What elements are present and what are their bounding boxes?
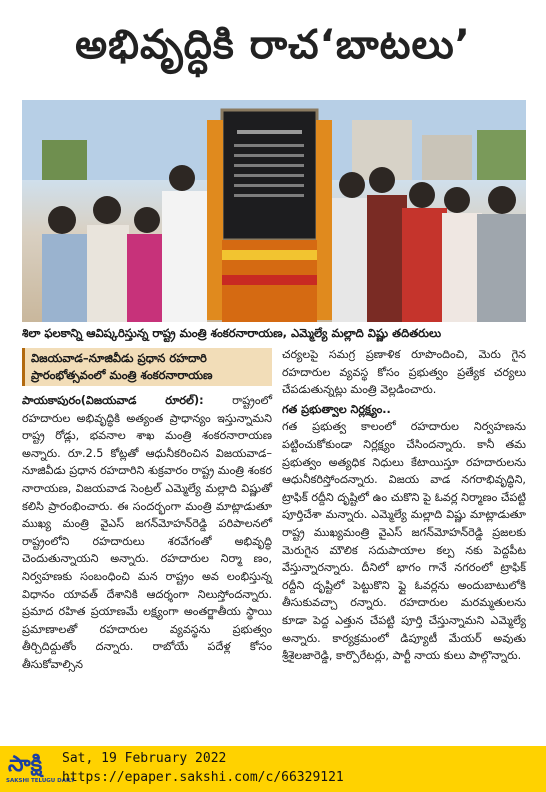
headline: అభివృద్ధికి రాచ‘బాటలు’ bbox=[75, 22, 471, 68]
logo-tagline: SAKSHI TELUGU DAILY bbox=[6, 778, 75, 784]
publication-date: Sat, 19 February 2022 bbox=[62, 751, 227, 766]
footer-text bbox=[62, 749, 344, 787]
epaper-link[interactable]: https://epaper.sakshi.com/c/66329121 bbox=[62, 770, 344, 785]
subheadline-line-1: విజయవాడ–నూజివీడు ప్రధాన రహదారి bbox=[31, 351, 207, 365]
article-left-column bbox=[22, 346, 272, 674]
subheadline bbox=[22, 348, 272, 386]
article-body-left: రాష్ట్రంలో రహదారుల అభివృద్ధికి అత్యంత ప్రాధాన్యం ఇస్తున్నామని రాష్ట్ర రోడ్లు, భవనాల శాఖ మంత్రి శంకరనారాయణ అన్నారు. రూ.2.5 కోట్లతో ఆధునీకరించిన విజయవాడ–నూజివీడు ప్రధాన రహదారిని శుక్రవారం రాష్ట్ర మంత్రి శంకర నారాయణ, విజయవాడ సెంట్రల్ ఎమ్మెల్యే మల్లాది విష్ణుతో కలిసి ప్రారంభించారు. ఈ సందర్భంగా మంత్రి మాట్లాడుతూ ముఖ్య మంత్రి వైఎస్ జగన్‌మోహన్‌రెడ్డి పరిపాలనలో రాష్ట్రంలోని రహదారులు శరవేగంతో అభివృద్ధి చెందుతున్నాయని అన్నారు. రహదారుల నిర్మా ణం, నిర్వహణకు సంబంధించి మన రాష్ట్రం అవ లంభిస్తున్న విధానం యావత్ దేశానికి ఆదర్శంగా నిలుస్తోందన్నారు. ప్రమాద రహిత ప్రయాణమే లక్ష్యంగా అంతర్జాతీయ స్థాయి ప్రమాణాలతో రహదారుల వ్యవస్థను ప్రభుత్వం తీర్చిదిద్దుతోం దన్నారు. రాబోయే పదేళ్ల కోసం తీసుకోవాల్సిన bbox=[22, 394, 272, 671]
photo-caption: శిలా ఫలకాన్ని ఆవిష్కరిస్తున్న రాష్ట్ర మంత్రి శంకరనారాయణ, ఎమ్మెల్యే మల్లాది విష్ణు తదితరులు bbox=[22, 326, 442, 340]
article-paragraph-continued: చర్యలపై సమగ్ర ప్రణాళిక రూపొందించి, మెరు గైన రహదారుల వ్యవస్థ కోసం ప్రభుత్వం ప్రత్యేక చర్యలు చేపడుతున్నట్లు మంత్రి వెల్లడించారు. bbox=[282, 348, 526, 397]
article-paragraph bbox=[22, 392, 272, 674]
news-photo bbox=[22, 100, 526, 322]
section-heading: గత ప్రభుత్వాల నిర్లక్ష్యం.. bbox=[282, 402, 391, 416]
footer-bar bbox=[0, 746, 546, 792]
ceremony-illustration bbox=[22, 100, 526, 322]
article-paragraph-2: గత ప్రభుత్వ కాలంలో రహదారుల నిర్వహణను పట్టించుకోకుండా నిర్లక్ష్యం చేసిందన్నారు. కానీ తమ ప్రభుత్వం అత్యధిక నిధులు కేటాయిస్తూ రహదారులను ఆధునీకరిస్తోందన్నారు. విజయ వాడ నగరాభివృద్ధిని, ట్రాఫిక్ రద్దీని దృష్టిలో ఉం చుకొని పై ఓవర్ల నిర్మాణం చేపట్టి పూర్తిచేశా మన్నారు. ఎమ్మెల్యే మల్లాది విష్ణు మాట్లాడుతూ రాష్ట్ర ముఖ్యమంత్రి వైఎస్ జగన్‌మోహన్‌రెడ్డి ప్రజలకు మెరుగైన మౌలిక సదుపాయాల కల్ప నకు పెద్దపీట వేస్తున్నారన్నారు. దీనిలో భాగం గానే నగరంలో ట్రాఫిక్ రద్దీని దృష్టిలో పెట్టుకొని ఫ్లై ఓవర్లను అందుబాటులోకి తీసుకువచ్చా రన్నారు. రహదారుల మరమ్మతులను కూడా పెద్ద ఎత్తున చేపట్టి పూర్తి చేస్తున్నామని ఎమ్మెల్యే అన్నారు. కార్యక్రమంలో డిప్యూటీ మేయర్ అవుతు శ్రీశైలజారెడ్డి, కార్పొరేటర్లు, పార్టీ నాయ కులు పాల్గొన్నారు. bbox=[282, 420, 526, 663]
subheadline-line-2: ప్రారంభోత్సవంలో మంత్రి శంకరనారాయణ bbox=[31, 368, 213, 382]
sakshi-logo bbox=[0, 746, 75, 792]
dateline: పాయకాపురం(విజయవాడ రూరల్): bbox=[22, 394, 204, 407]
logo-wordmark: సాక్షి bbox=[8, 752, 43, 777]
article-right-column bbox=[282, 346, 526, 665]
